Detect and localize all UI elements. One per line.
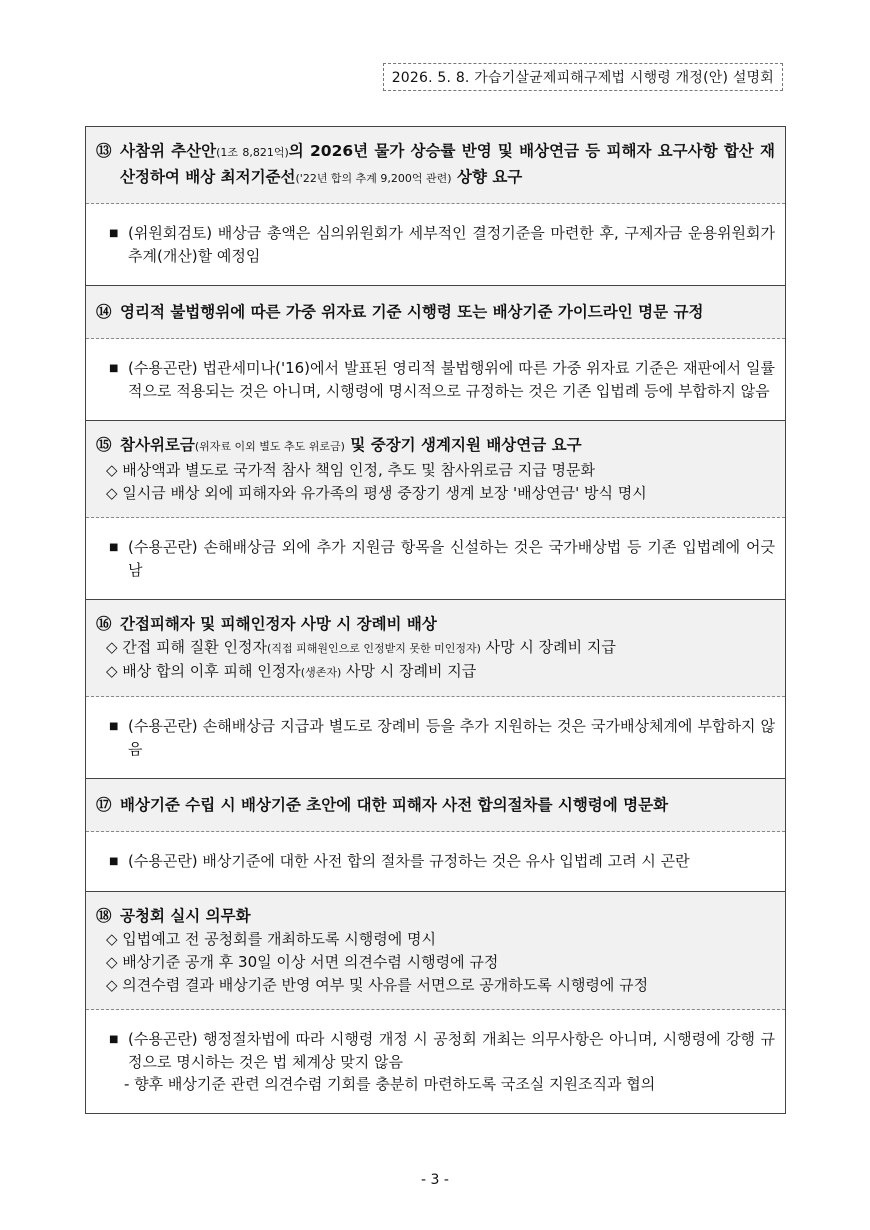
bullet-square-icon: ■ [109,721,119,732]
issue-number: ⑭ [96,303,112,321]
issue-17-title: ⑰ 배상기준 수립 시 배상기준 초안에 대한 피해자 사전 합의절차를 시행령에 명문화 [96,793,775,817]
issue-15-item: ◇ 일시금 배상 외에 피해자와 유가족의 평생 중장기 생계 보장 '배상연금' 방식 명시 [106,484,647,502]
issue-18-item: ◇ 배상기준 공개 후 30일 이상 서면 의견수렴 시행령에 규정 [106,953,499,971]
answer-16 [86,697,785,779]
answer-13 [86,204,785,286]
answer-15 [86,518,785,600]
section-15 [86,421,785,600]
issue-13-title: ⑬ 사참위 추산안(1조 8,821억)의 2026년 물가 상승률 반영 및 배상연금 등 피해자 요구사항 합산 재산정하여 배상 최저기준선('22년 합의 추계 9,200억 관련) 상향 요구 [96,139,775,191]
issue-number: ⑮ [96,436,112,454]
answer-17-text: (수용곤란) 배상기준에 대한 사전 합의 절차를 규정하는 것은 유사 입법례 고려 시 곤란 [128,852,690,870]
issue-15-item: ◇ 배상액과 별도로 국가적 참사 책임 인정, 추도 및 참사위로금 지급 명문화 [106,461,595,479]
answer-14-text: (수용곤란) 법관세미나('16)에서 발표된 영리적 불법행위에 따른 가중 위자료 기준은 재판에서 일률적으로 적용되는 것은 아니며, 시행령에 명시적으로 규정하는 것은 기존 입법례 등에 부합하지 않음 [128,359,775,400]
bullet-square-icon: ■ [109,856,119,867]
answer-17 [86,832,785,892]
issue-15-title: ⑮ 참사위로금(위자료 이외 별도 추도 위로금) 및 중장기 생계지원 배상연금 요구 [96,433,775,459]
document-header: 2026. 5. 8. 가습기살균제피해구제법 시행령 개정(안) 설명회 [383,63,783,91]
page-number: - 3 - [421,1172,449,1188]
issue-14-title: ⑭ 영리적 불법행위에 따른 가중 위자료 기준 시행령 또는 배상기준 가이드라인 명문 규정 [96,300,775,324]
section-14 [86,286,785,421]
section-18 [86,892,785,1113]
section-13 [86,127,785,286]
bullet-square-icon: ■ [109,1034,119,1045]
answer-18-subitem: - 향후 배상기준 관련 의견수렴 기회를 충분히 마련하도록 국조실 지원조직과 협의 [124,1075,656,1093]
answer-13-text: (위원회검토) 배상금 총액은 심의위원회가 세부적인 결정기준을 마련한 후, 구제자금 운용위원회가 추계(개산)할 예정임 [128,224,775,265]
bullet-square-icon: ■ [109,542,119,553]
issue-number: ⑱ [96,907,112,925]
issue-number: ⑯ [96,615,112,633]
answer-18 [86,1010,785,1113]
issue-16 [86,600,785,697]
answer-14 [86,339,785,421]
answer-15-text: (수용곤란) 손해배상금 외에 추가 지원금 항목을 신설하는 것은 국가배상법 등 기존 입법례에 어긋남 [128,538,775,579]
bullet-square-icon: ■ [109,363,119,374]
section-16 [86,600,785,779]
issue-16-item: ◇ 간접 피해 질환 인정자(직접 피해원인으로 인정받지 못한 미인정자) 사망 시 장례비 지급 [106,638,616,656]
bullet-square-icon: ■ [109,228,119,239]
answer-18-text: (수용곤란) 행정절차법에 따라 시행령 개정 시 공청회 개최는 의무사항은 아니며, 시행령에 강행 규정으로 명시하는 것은 법 체계상 맞지 않음 [128,1030,775,1071]
issue-17 [86,779,785,832]
issue-15 [86,421,785,518]
issue-18-item: ◇ 입법예고 전 공청회를 개최하도록 시행령에 명시 [106,930,436,948]
issue-14 [86,286,785,339]
issue-number: ⑰ [96,796,112,814]
issue-13 [86,127,785,204]
issue-number: ⑬ [96,142,112,160]
answer-16-text: (수용곤란) 손해배상금 지급과 별도로 장례비 등을 추가 지원하는 것은 국가배상체계에 부합하지 않음 [128,717,775,758]
issue-table [85,126,786,1114]
issue-16-title: ⑯ 간접피해자 및 피해인정자 사망 시 장례비 배상 [96,612,775,636]
issue-18-title: ⑱ 공청회 실시 의무화 [96,904,775,928]
issue-18-item: ◇ 의견수렴 결과 배상기준 반영 여부 및 사유를 서면으로 공개하도록 시행령에 규정 [106,976,649,994]
issue-16-item: ◇ 배상 합의 이후 피해 인정자(생존자) 사망 시 장례비 지급 [106,662,477,680]
issue-18 [86,892,785,1010]
section-17 [86,779,785,892]
